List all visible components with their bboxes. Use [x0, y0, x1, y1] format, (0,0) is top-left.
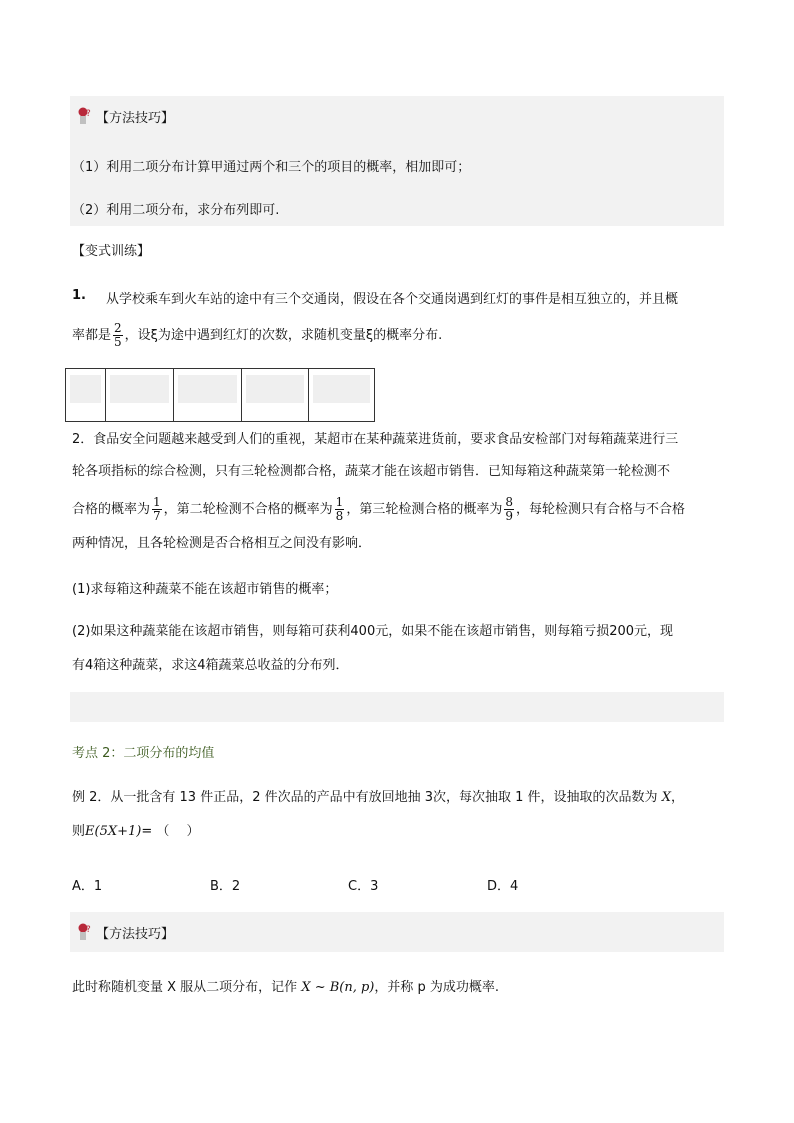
thinking-person-icon: [76, 106, 94, 126]
option-a: A．1: [72, 879, 103, 894]
problem1-text-a: 从学校乘车到火车站的途中有三个交通岗，假设在各个交通岗遇到红灯的事件是相互独立的，并且概: [106, 292, 679, 307]
problem2-line-2: 轮各项指标的综合检测，只有三轮检测都合格，蔬菜才能在该超市销售．已知每箱这种蔬菜第一轮检测不: [72, 464, 671, 479]
svg-text:?: ?: [86, 109, 91, 119]
table-cell: [66, 369, 106, 421]
problem1-text-b-post: ，设ξ为途中遇到红灯的次数，求随机变量ξ的概率分布.: [124, 328, 443, 343]
option-c: C．3: [348, 879, 379, 894]
fraction-2-5: $\frac{2}{5}$: [114, 321, 122, 349]
problem1-text-b: [72, 322, 722, 349]
tips-heading-2: 【方法技巧】: [96, 927, 175, 942]
fraction-1-8: $\frac{1}{8}$: [335, 495, 344, 523]
problem2-question-2-line-1: (2)如果这种蔬菜能在该超市销售，则每箱可获利400元，如果不能在该超市销售，则每箱亏损200元，现: [72, 624, 674, 639]
problem1-text-b-pre: 率都是: [72, 328, 112, 343]
fraction-1-7: $\frac{1}{7}$: [153, 495, 161, 523]
problem1-number: 1.: [72, 288, 86, 303]
binomial-notation: X ~ B(n, p): [301, 980, 375, 995]
tips-heading-1: 【方法技巧】: [96, 111, 175, 126]
expected-value-expr: E(5X+1): [85, 824, 142, 839]
problem2-line-3: 合格的概率为 $\frac{1}{7}$ ，第二轮检测不合格的概率为 $\frac{1}{8}$ ，第三轮检测合格的概率为 $\frac{8}{9}$ ，每轮检测只有合格与不合格: [72, 495, 685, 523]
option-b: B．2: [210, 879, 241, 894]
example2-line-2: 则E(5X+1)= （ ）: [72, 824, 200, 839]
section-title: 考点 2：二项分布的均值: [72, 746, 215, 761]
table-cell: [106, 369, 174, 421]
table-cell: [242, 369, 310, 421]
problem2-question-2-line-2: 有4箱这种蔬菜，求这4箱蔬菜总收益的分布列．: [72, 658, 349, 673]
svg-text:?: ?: [86, 925, 91, 935]
thinking-person-icon: [76, 922, 94, 942]
problem2-line-4: 两种情况，且各轮检测是否合格相互之间没有影响．: [72, 536, 372, 551]
tips-line-2: （2）利用二项分布，求分布列即可.: [72, 203, 280, 218]
tips-line-1: （1）利用二项分布计算甲通过两个和三个的项目的概率，相加即可；: [72, 160, 471, 175]
problem2-question-1: (1)求每箱这种蔬菜不能在该超市销售的概率；: [72, 582, 338, 597]
answer-placeholder-bar: [70, 692, 724, 722]
distribution-table-blank: [65, 368, 375, 422]
variant-heading: 【变式训练】: [72, 244, 151, 259]
table-cell: [174, 369, 242, 421]
option-d: D．4: [487, 879, 519, 894]
table-cell: [309, 369, 374, 421]
tips-2-text: 此时称随机变量 X 服从二项分布，记作 X ~ B(n, p)，并称 p 为成功概率.: [72, 980, 500, 995]
fraction-8-9: $\frac{8}{9}$: [505, 495, 513, 523]
example2-line-1: 例 2．从一批含有 13 件正品，2 件次品的产品中有放回地抽 3次，每次抽取 1 件，设抽取的次品数为 X，: [72, 790, 684, 805]
problem2-line-1: 2．食品安全问题越来越受到人们的重视，某超市在某种蔬菜进货前，要求食品安检部门对每箱蔬菜进行三: [72, 432, 679, 447]
